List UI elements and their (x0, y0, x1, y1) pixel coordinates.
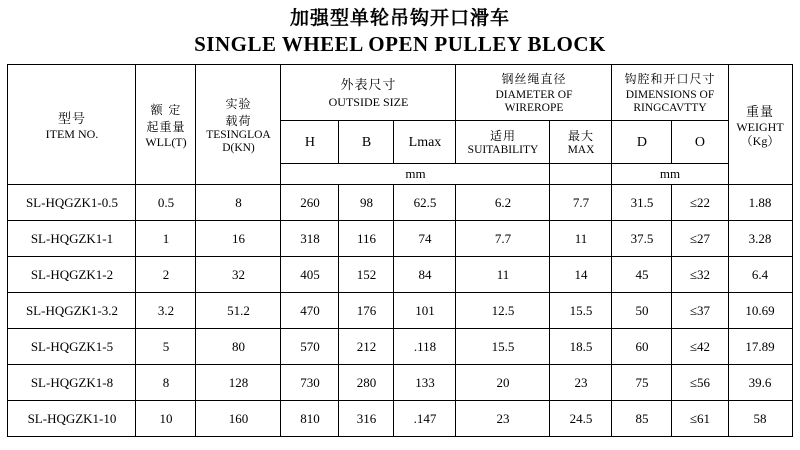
cell-test-load: 16 (196, 221, 281, 257)
cell-test-load: 128 (196, 365, 281, 401)
header-d (612, 121, 672, 164)
cell-h: 570 (281, 329, 339, 365)
cell-suitability: 12.5 (456, 293, 550, 329)
specification-table (7, 64, 792, 437)
cell-wll: 8 (136, 365, 196, 401)
cell-suitability: 20 (456, 365, 550, 401)
cell-h: 470 (281, 293, 339, 329)
cell-weight: 6.4 (728, 257, 792, 293)
header-suitability-en: SUITABILITY (467, 144, 539, 156)
header-ringcavity-en-line2: RINGCAVTTY (633, 102, 707, 114)
cell-max: 14 (550, 257, 612, 293)
header-item-no-en: ITEM NO. (45, 127, 99, 141)
header-item-no-cn: 型号 (57, 112, 86, 127)
cell-b: 98 (339, 185, 394, 221)
cell-suitability: 15.5 (456, 329, 550, 365)
cell-item-no: SL-HQGZK1-8 (8, 365, 136, 401)
header-ringcavity-en-line1: DIMENSIONS OF (625, 89, 715, 101)
cell-suitability: 11 (456, 257, 550, 293)
cell-wll: 3.2 (136, 293, 196, 329)
cell-h: 730 (281, 365, 339, 401)
cell-o: ≤22 (672, 185, 728, 221)
header-o-label: O (694, 134, 706, 150)
header-ringcavity (612, 65, 728, 121)
cell-max: 7.7 (550, 185, 612, 221)
header-h-label: H (304, 134, 316, 150)
header-weight (728, 65, 792, 185)
page-title-chinese: 加强型单轮吊钩开口滑车 (289, 7, 510, 29)
cell-wll: 1 (136, 221, 196, 257)
cell-wll: 0.5 (136, 185, 196, 221)
cell-weight: 17.89 (728, 329, 792, 365)
cell-test-load: 80 (196, 329, 281, 365)
table-row (8, 257, 792, 293)
cell-item-no: SL-HQGZK1-1 (8, 221, 136, 257)
cell-max: 11 (550, 221, 612, 257)
header-suitability (456, 121, 550, 164)
table-row (8, 185, 792, 221)
cell-o: ≤42 (672, 329, 728, 365)
cell-test-load: 160 (196, 401, 281, 437)
unit-mm-ringcavity: mm (612, 164, 728, 185)
cell-o: ≤27 (672, 221, 728, 257)
header-wirerope-en-line2: WIREROPE (504, 102, 564, 114)
cell-b: 316 (339, 401, 394, 437)
unit-blank-max (550, 164, 612, 185)
cell-lmax: 62.5 (394, 185, 456, 221)
table-row (8, 365, 792, 401)
cell-suitability: 6.2 (456, 185, 550, 221)
page-title-english: SINGLE WHEEL OPEN PULLEY BLOCK (194, 32, 606, 56)
cell-lmax: 133 (394, 365, 456, 401)
cell-d: 37.5 (612, 221, 672, 257)
cell-b: 176 (339, 293, 394, 329)
cell-wll: 2 (136, 257, 196, 293)
cell-weight: 58 (728, 401, 792, 437)
header-wirerope-cn: 钢丝绳直径 (501, 72, 567, 86)
cell-d: 45 (612, 257, 672, 293)
cell-max: 23 (550, 365, 612, 401)
cell-b: 212 (339, 329, 394, 365)
cell-h: 810 (281, 401, 339, 437)
table-row (8, 293, 792, 329)
cell-o: ≤37 (672, 293, 728, 329)
header-weight-cn: 重量 (745, 105, 774, 120)
cell-d: 75 (612, 365, 672, 401)
cell-lmax: .147 (394, 401, 456, 437)
cell-test-load: 8 (196, 185, 281, 221)
cell-suitability: 23 (456, 401, 550, 437)
cell-lmax: 74 (394, 221, 456, 257)
header-test-load-en-line1: TESINGLOA (206, 128, 271, 141)
cell-o: ≤56 (672, 365, 728, 401)
title-block (0, 0, 800, 57)
cell-weight: 3.28 (728, 221, 792, 257)
cell-h: 318 (281, 221, 339, 257)
header-outside-size-en: OUTSIDE SIZE (328, 95, 409, 109)
cell-max: 24.5 (550, 401, 612, 437)
cell-weight: 1.88 (728, 185, 792, 221)
unit-mm-outside: mm (281, 164, 550, 185)
cell-h: 405 (281, 257, 339, 293)
header-wll (136, 65, 196, 185)
cell-h: 260 (281, 185, 339, 221)
cell-test-load: 32 (196, 257, 281, 293)
cell-lmax: 101 (394, 293, 456, 329)
cell-d: 60 (612, 329, 672, 365)
header-outside-size (281, 65, 456, 121)
cell-wll: 10 (136, 401, 196, 437)
header-max (550, 121, 612, 164)
cell-d: 31.5 (612, 185, 672, 221)
cell-b: 116 (339, 221, 394, 257)
header-lmax-label: Lmax (408, 134, 442, 150)
cell-item-no: SL-HQGZK1-0.5 (8, 185, 136, 221)
header-o (672, 121, 728, 164)
cell-lmax: .118 (394, 329, 456, 365)
cell-o: ≤32 (672, 257, 728, 293)
cell-item-no: SL-HQGZK1-10 (8, 401, 136, 437)
cell-item-no: SL-HQGZK1-2 (8, 257, 136, 293)
cell-wll: 5 (136, 329, 196, 365)
cell-suitability: 7.7 (456, 221, 550, 257)
header-ringcavity-cn: 钩腔和开口尺寸 (624, 72, 716, 86)
header-row-1 (8, 65, 792, 93)
table-row (8, 329, 792, 365)
header-lmax (394, 121, 456, 164)
header-b-label: B (361, 134, 372, 150)
header-max-cn: 最大 (567, 129, 594, 143)
cell-weight: 10.69 (728, 293, 792, 329)
header-test-load-cn-line2: 载荷 (225, 113, 252, 128)
header-wll-cn-line1: 额 定 (150, 102, 182, 117)
header-b (339, 121, 394, 164)
header-wll-cn-line2: 起重量 (146, 119, 186, 134)
cell-o: ≤61 (672, 401, 728, 437)
header-wll-en: WLL(T) (145, 134, 187, 149)
header-weight-en: WEIGHT (736, 120, 784, 134)
cell-b: 280 (339, 365, 394, 401)
cell-test-load: 51.2 (196, 293, 281, 329)
cell-item-no: SL-HQGZK1-3.2 (8, 293, 136, 329)
header-test-load (196, 65, 281, 185)
cell-item-no: SL-HQGZK1-5 (8, 329, 136, 365)
header-max-en: MAX (567, 144, 595, 156)
table-row (8, 401, 792, 437)
header-wirerope (456, 65, 612, 121)
header-wirerope-en-line1: DIAMETER OF (495, 89, 573, 101)
cell-d: 85 (612, 401, 672, 437)
header-h (281, 121, 339, 164)
header-weight-unit: （Kg） (740, 134, 780, 148)
cell-lmax: 84 (394, 257, 456, 293)
cell-d: 50 (612, 293, 672, 329)
cell-max: 18.5 (550, 329, 612, 365)
header-outside-size-cn: 外表尺寸 (340, 78, 397, 93)
header-test-load-cn-line1: 实验 (225, 96, 252, 111)
table-row (8, 221, 792, 257)
cell-max: 15.5 (550, 293, 612, 329)
header-suitability-cn: 适用 (489, 129, 516, 143)
cell-b: 152 (339, 257, 394, 293)
header-test-load-en-line2: D(KN) (222, 141, 255, 154)
header-item-no (8, 65, 136, 185)
cell-weight: 39.6 (728, 365, 792, 401)
header-d-label: D (636, 134, 648, 150)
